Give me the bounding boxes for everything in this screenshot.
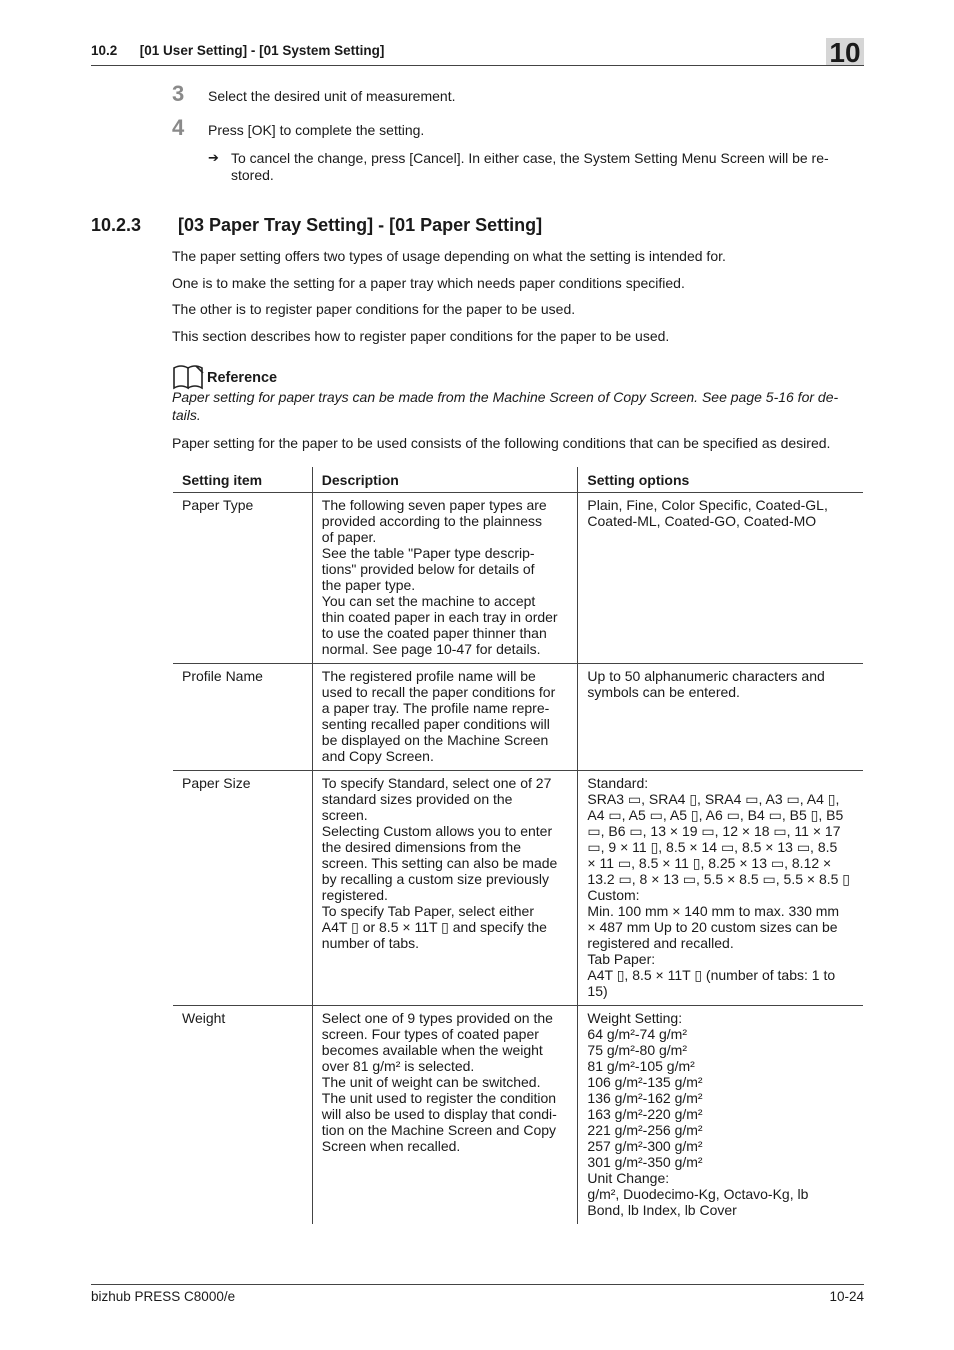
table-row (173, 664, 863, 771)
description-cell (312, 493, 578, 664)
options-cell (578, 493, 863, 664)
cell-line: Weight Setting: (587, 1010, 683, 1026)
cell-line: × 487 mm Up to 20 custom sizes can be (587, 919, 838, 935)
body-paragraph: The other is to register paper conditions for the paper to be used. (172, 301, 576, 317)
cell-line: thin coated paper in each tray in order (321, 609, 558, 625)
cell-line: Custom: (587, 887, 640, 903)
cell-line: Unit Change: (587, 1170, 670, 1186)
cell-line: Select one of 9 types provided on the (321, 1010, 553, 1026)
note-line: stored. (231, 167, 274, 183)
body-paragraph: The paper setting offers two types of usage depending on what the setting is intended for. (172, 248, 726, 264)
cell-line: The registered profile name will be (321, 668, 536, 684)
section-number: 10.2.3 (91, 215, 142, 235)
cell-line: × 11 ▭, 8.5 × 11 ▯, 8.25 × 13 ▭, 8.12 × (587, 855, 832, 871)
cell-line: tions" provided below for details of (321, 561, 535, 577)
body-paragraph: One is to make the setting for a paper tray which needs paper conditions specified. (172, 275, 685, 291)
cell-line: screen. This setting can also be made (321, 855, 558, 871)
cell-line: A4 ▭, A5 ▭, A5 ▯, A6 ▭, B4 ▭, B5 ▯, B5 (587, 807, 844, 823)
cell-line: The unit of weight can be switched. (321, 1074, 541, 1090)
cell-line: The following seven paper types are (321, 497, 547, 513)
cell-line: To specify Tab Paper, select either (321, 903, 534, 919)
options-cell (578, 664, 863, 771)
cell-line: by recalling a custom size previously (321, 871, 549, 887)
cell-line: number of tabs. (321, 935, 420, 951)
cell-line: a paper tray. The profile name repre- (321, 700, 550, 716)
cell-line: standard sizes provided on the (321, 791, 513, 807)
cell-line: The unit used to register the condition (321, 1090, 557, 1106)
cell-line: registered and recalled. (587, 935, 734, 951)
cell-line: Bond, lb Index, lb Cover (587, 1202, 737, 1218)
cell-line: Up to 50 alphanumeric characters and (587, 668, 825, 684)
step-text: Press [OK] to complete the setting. (208, 122, 425, 138)
step-number: 4 (172, 115, 185, 140)
book-icon (172, 364, 206, 390)
running-header (91, 43, 384, 59)
cell-line: To specify Standard, select one of 27 (321, 775, 552, 791)
cell-line: 136 g/m²-162 g/m² (587, 1090, 703, 1106)
reference-text (172, 389, 864, 423)
cell-line: 221 g/m²-256 g/m² (587, 1122, 703, 1138)
description-cell (312, 664, 578, 771)
cell-line: 13.2 ▭, 8 × 13 ▭, 5.5 × 8.5 ▭, 5.5 × 8.5 ▯ (587, 871, 851, 887)
cell-line: and Copy Screen. (321, 748, 434, 764)
note-line: To cancel the change, press [Cancel]. In either case, the System Setting Menu Screen will be re- (231, 150, 829, 166)
table-row (173, 493, 863, 664)
arrow-icon: ➔ (208, 150, 219, 165)
table-row (173, 771, 863, 1006)
cell-line: Tab Paper: (587, 951, 656, 967)
setting-item-cell: Paper Type (173, 493, 312, 664)
column-header: Description (312, 467, 578, 493)
cell-line: See the table "Paper type descrip- (321, 545, 535, 561)
cell-line: SRA3 ▭, SRA4 ▯, SRA4 ▭, A3 ▭, A4 ▯, (587, 791, 840, 807)
cell-line: 75 g/m²-80 g/m² (587, 1042, 687, 1058)
header-title: [01 User Setting] - [01 System Setting] (139, 43, 385, 58)
footer-divider (91, 1284, 864, 1285)
cell-line: 106 g/m²-135 g/m² (587, 1074, 703, 1090)
reference-line: tails. (172, 407, 201, 423)
cell-line: ▭, 9 × 11 ▯, 8.5 × 14 ▭, 8.5 × 13 ▭, 8.5 (587, 839, 838, 855)
description-cell (312, 771, 578, 1006)
paper-settings-table (173, 467, 863, 1224)
cell-line: 301 g/m²-350 g/m² (587, 1154, 703, 1170)
chapter-number-badge: 10 (826, 38, 864, 66)
cell-line: Plain, Fine, Color Specific, Coated-GL, (587, 497, 828, 513)
column-header: Setting item (173, 467, 312, 493)
cell-line: 81 g/m²-105 g/m² (587, 1058, 695, 1074)
cell-line: the desired dimensions from the (321, 839, 521, 855)
cell-line: Coated-ML, Coated-GO, Coated-MO (587, 513, 817, 529)
cell-line: 15) (587, 983, 608, 999)
cell-line: to use the coated paper thinner than (321, 625, 547, 641)
cell-line: screen. Four types of coated paper (321, 1026, 539, 1042)
cell-line: 163 g/m²-220 g/m² (587, 1106, 703, 1122)
cell-line: Screen when recalled. (321, 1138, 461, 1154)
cancel-note (231, 150, 861, 183)
cell-line: the paper type. (321, 577, 416, 593)
cell-line: becomes available when the weight (321, 1042, 543, 1058)
setting-item-cell: Profile Name (173, 664, 312, 771)
footer-product: bizhub PRESS C8000/e (91, 1289, 236, 1304)
table-intro: Paper setting for the paper to be used consists of the following conditions that can be specified as desired. (172, 435, 831, 451)
cell-line: provided according to the plainness (321, 513, 543, 529)
cell-line: ▭, B6 ▭, 13 × 19 ▭, 12 × 18 ▭, 11 × 17 (587, 823, 841, 839)
step-number: 3 (172, 81, 185, 106)
description-cell (312, 1006, 578, 1225)
cell-line: registered. (321, 887, 388, 903)
cell-line: 257 g/m²-300 g/m² (587, 1138, 703, 1154)
cell-line: symbols can be entered. (587, 684, 740, 700)
cell-line: Standard: (587, 775, 649, 791)
footer-page-number: 10-24 (829, 1289, 864, 1304)
header-divider (91, 65, 864, 66)
step-text: Select the desired unit of measurement. (208, 88, 456, 104)
cell-line: senting recalled paper conditions will (321, 716, 550, 732)
cell-line: normal. See page 10-47 for details. (321, 641, 541, 657)
cell-line: over 81 g/m² is selected. (321, 1058, 475, 1074)
cell-line: used to recall the paper conditions for (321, 684, 556, 700)
cell-line: g/m², Duodecimo-Kg, Octavo-Kg, lb (587, 1186, 809, 1202)
table-row (173, 1006, 863, 1225)
cell-line: A4T ▯, 8.5 × 11T ▯ (number of tabs: 1 to (587, 967, 836, 983)
header-section-number: 10.2 (91, 43, 118, 58)
cell-line: be displayed on the Machine Screen (321, 732, 549, 748)
options-cell (578, 1006, 863, 1225)
setting-item-cell: Weight (182, 1010, 226, 1026)
section-title: [03 Paper Tray Setting] - [01 Paper Setting] (178, 215, 543, 235)
setting-item-cell: Paper Size (173, 771, 312, 1006)
cell-line: A4T ▯ or 8.5 × 11T ▯ and specify the (321, 919, 547, 935)
cell-line: tion on the Machine Screen and Copy (321, 1122, 557, 1138)
cell-line: Min. 100 mm × 140 mm to max. 330 mm (587, 903, 840, 919)
body-paragraph: This section describes how to register paper conditions for the paper to be used. (172, 328, 670, 344)
section-heading (91, 214, 542, 236)
cell-line: of paper. (321, 529, 377, 545)
cell-line: will also be used to display that condi- (321, 1106, 557, 1122)
options-cell (578, 771, 863, 1006)
cell-line: 64 g/m²-74 g/m² (587, 1026, 687, 1042)
cell-line: screen. (321, 807, 368, 823)
reference-label: Reference (207, 370, 278, 386)
reference-line: Paper setting for paper trays can be made from the Machine Screen of Copy Screen. See page 5-16 for de- (172, 389, 839, 405)
cell-line: You can set the machine to accept (321, 593, 536, 609)
column-header: Setting options (578, 467, 863, 493)
cell-line: Selecting Custom allows you to enter (321, 823, 553, 839)
table-header-row (173, 467, 863, 493)
